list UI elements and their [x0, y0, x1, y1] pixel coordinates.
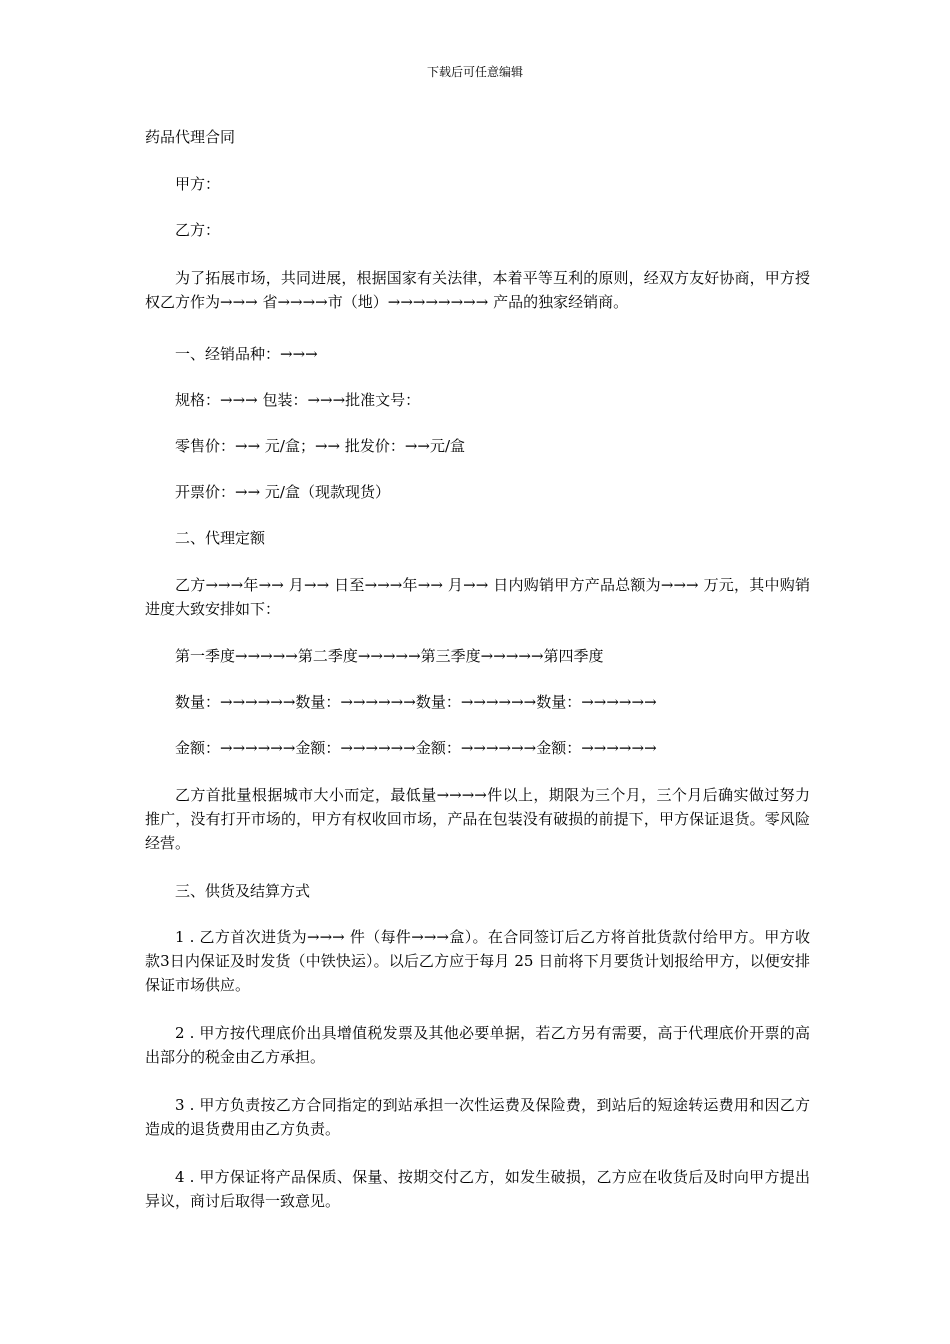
- contract-paragraph: 开票价：→→ 元/盒（现款现货）: [175, 483, 390, 501]
- contract-paragraph: 数量：→→→→→→数量：→→→→→→数量：→→→→→→数量：→→→→→→: [175, 693, 657, 711]
- contract-paragraph: 3 . 甲方负责按乙方合同指定的到站承担一次性运费及保险费，到站后的短途转运费用和因乙方造成的退货费用由乙方负责。: [145, 1096, 810, 1138]
- contract-paragraph: 第一季度→→→→→第二季度→→→→→第三季度→→→→→第四季度: [175, 647, 604, 665]
- contract-paragraph: 金额：→→→→→→金额：→→→→→→金额：→→→→→→金额：→→→→→→: [175, 739, 657, 757]
- document-title: 药品代理合同: [145, 128, 236, 146]
- contract-document: [145, 124, 810, 1210]
- contract-paragraph: 乙方首批量根据城市大小而定，最低量→→→→件以上，期限为三个月，三个月后确实做过努力推广，没有打开市场的，甲方有权收回市场，产品在包装没有破损的前提下，甲方保证退货。零风险经营。: [145, 786, 810, 852]
- contract-paragraph: 2 . 甲方按代理底价出具增值税发票及其他必要单据，若乙方另有需要，高于代理底价开票的高出部分的税金由乙方承担。: [145, 1024, 810, 1066]
- contract-paragraph: 二、代理定额: [175, 529, 266, 547]
- contract-paragraph: 乙方：: [175, 221, 221, 239]
- contract-paragraph: 三、供货及结算方式: [175, 882, 311, 900]
- contract-paragraph: 一、经销品种：→→→: [175, 345, 318, 363]
- contract-paragraph: 甲方：: [175, 175, 221, 193]
- contract-paragraph: 为了拓展市场，共同进展，根据国家有关法律，本着平等互利的原则，经双方友好协商，甲方授权乙方作为→→→ 省→→→→市（地）→→→→→→→→ 产品的独家经销商。: [145, 269, 810, 311]
- contract-paragraph: 4 . 甲方保证将产品保质、保量、按期交付乙方，如发生破损，乙方应在收货后及时向甲方提出异议，商讨后取得一致意见。: [145, 1168, 810, 1210]
- contract-paragraph: 1 . 乙方首次进货为→→→ 件（每件→→→盒）。在合同签订后乙方将首批货款付给甲方。甲方收款3日内保证及时发货（中铁快运）。以后乙方应于每月 25 日前将下月要货计划报给甲方，以便安排保证市场供应。: [145, 928, 810, 994]
- contract-paragraph: 乙方→→→年→→ 月→→ 日至→→→年→→ 月→→ 日内购销甲方产品总额为→→→ 万元，其中购销进度大致安排如下：: [145, 576, 810, 618]
- contract-paragraph: 规格：→→→ 包装：→→→批准文号：: [175, 391, 421, 409]
- contract-paragraph: 零售价：→→ 元/盒；→→ 批发价：→→元/盒: [175, 437, 466, 455]
- page-header: 下载后可任意编辑: [426, 65, 523, 79]
